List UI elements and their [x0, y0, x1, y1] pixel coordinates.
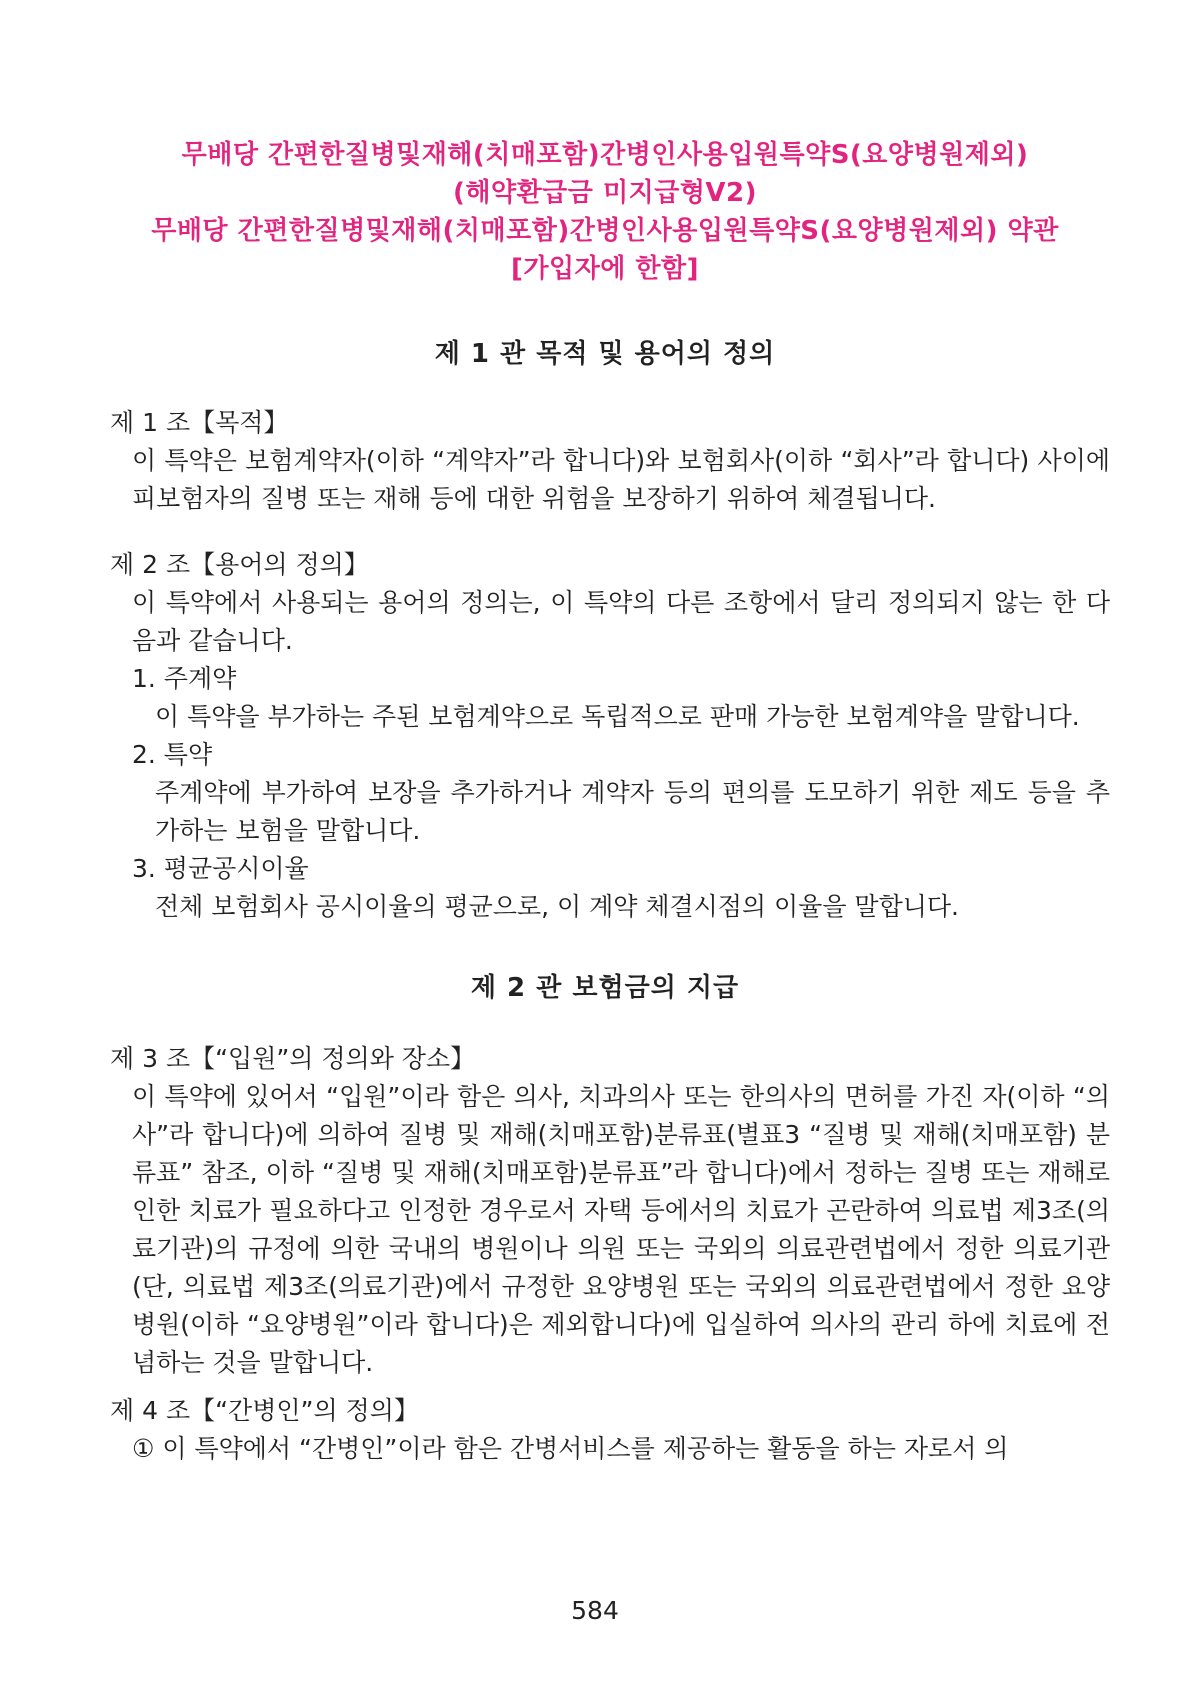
- article-3: [110, 1040, 1110, 1382]
- document-title: [100, 136, 1110, 288]
- definition-item-body: 이 특약을 부가하는 주된 보험계약으로 독립적으로 판매 가능한 보험계약을 말합니다.: [155, 702, 1080, 731]
- definition-item-title: 1. 주계약: [132, 664, 237, 693]
- chapter-1-heading: 제 1 관 목적 및 용어의 정의: [434, 339, 776, 369]
- definition-item-title: 2. 특약: [132, 740, 213, 769]
- article-2-title: 제 2 조【용어의 정의】: [110, 550, 369, 579]
- article-3-title: 제 3 조【“입원”의 정의와 장소】: [110, 1044, 476, 1073]
- article-1-title: 제 1 조【목적】: [110, 408, 289, 437]
- article-3-body: 이 특약에 있어서 “입원”이라 함은 의사, 치과의사 또는 한의사의 면허를 가진 자(이하 “의사”라 합니다)에 의하여 질병 및 재해(치매포함)분류표(별표3 “질병 및 재해(치매포함) 분류표” 참조, 이하 “질병 및 재해(치매포함)분류표”라 합니다)에서 정하는 질병 또는 재해로 인한 치료가 필요하다고 인정한 경우로서 자택 등에서의 치료가 곤란하여 의료법 제3조(의료기관)의 규정에 의한 국내의 병원이나 의원 또는 국외의 의료관련법에서 정한 의료기관(단, 의료법 제3조(의료기관)에서 규정한 요양병원 또는 국외의 의료관련법에서 정한 요양병원(이하 “요양병원”이라 합니다)은 제외합니다)에 입실하여 의사의 관리 하에 치료에 전념하는 것을 말합니다.: [132, 1082, 1110, 1377]
- title-line-1: 무배당 간편한질병및재해(치매포함)간병인사용입원특약S(요양병원제외): [181, 140, 1029, 170]
- article-2: [110, 546, 1110, 926]
- chapter-2-heading: 제 2 관 보험금의 지급: [470, 973, 740, 1003]
- title-line-2: (해약환급금 미지급형V2): [452, 178, 758, 208]
- title-line-4: [가입자에 한함]: [510, 254, 699, 284]
- definition-item-body: 주계약에 부가하여 보장을 추가하거나 계약자 등의 편의를 도모하기 위한 제도 등을 추가하는 보험을 말합니다.: [155, 778, 1110, 845]
- article-1-body: 이 특약은 보험계약자(이하 “계약자”라 합니다)와 보험회사(이하 “회사”라 합니다) 사이에 피보험자의 질병 또는 재해 등에 대한 위험을 보장하기 위하여 체결됩니다.: [132, 446, 1110, 513]
- definition-item-title: 3. 평균공시이율: [132, 854, 309, 883]
- title-line-3: 무배당 간편한질병및재해(치매포함)간병인사용입원특약S(요양병원제외) 약관: [151, 216, 1059, 246]
- article-2-body: 이 특약에서 사용되는 용어의 정의는, 이 특약의 다른 조항에서 달리 정의되지 않는 한 다음과 같습니다.: [132, 588, 1110, 655]
- article-4: [110, 1392, 1110, 1468]
- article-1: [110, 404, 1110, 518]
- article-4-title: 제 4 조【“간병인”의 정의】: [110, 1396, 419, 1425]
- article-4-clause-1: ① 이 특약에서 “간병인”이라 함은 간병서비스를 제공하는 활동을 하는 자로서 의: [132, 1434, 1009, 1463]
- definition-item-body: 전체 보험회사 공시이율의 평균으로, 이 계약 체결시점의 이율을 말합니다.: [155, 892, 959, 921]
- page-number: 584: [571, 1596, 619, 1625]
